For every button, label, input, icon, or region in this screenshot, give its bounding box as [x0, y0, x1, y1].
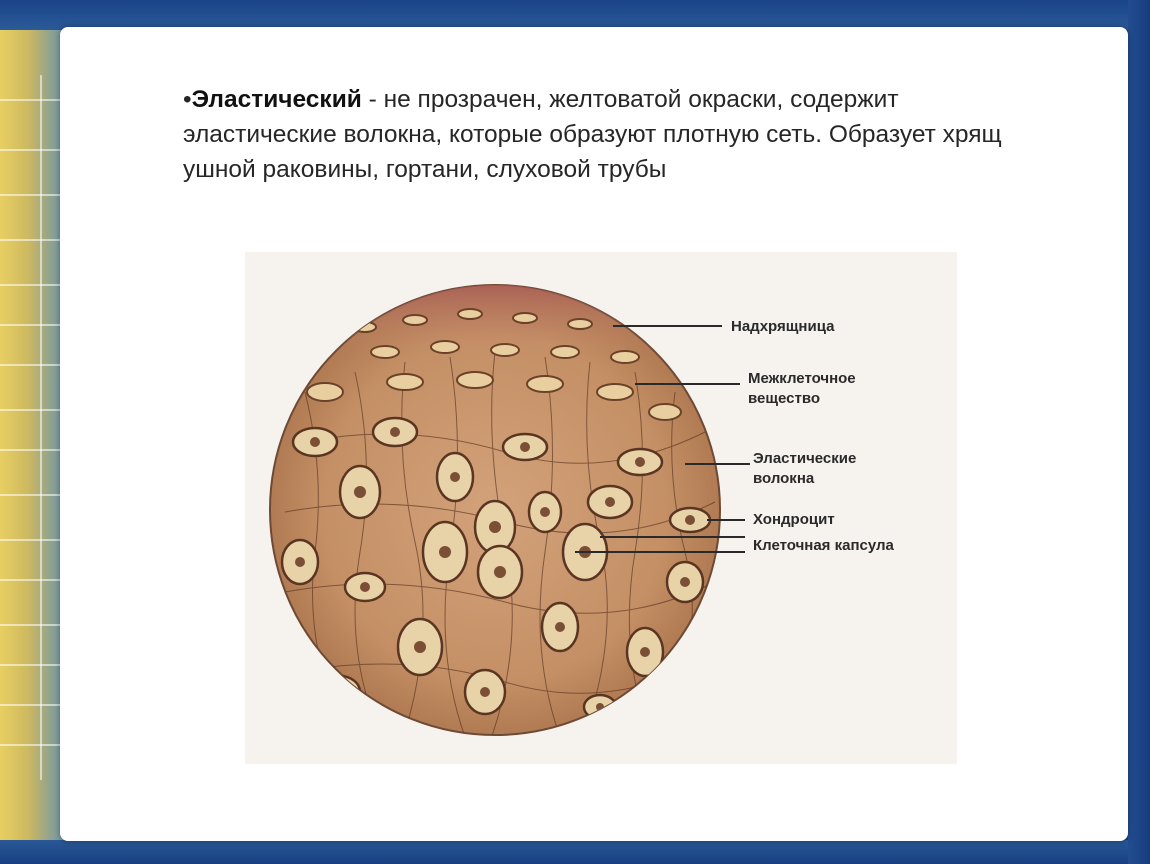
cartilage-micrograph	[245, 252, 957, 764]
label-intercellular-line1: Межклеточное	[748, 370, 856, 387]
bullet: •	[183, 86, 192, 113]
label-chondrocyte: Хондроцит	[753, 511, 835, 528]
histology-figure	[245, 252, 957, 764]
slide-text	[183, 82, 1023, 187]
label-capsule: Клеточная капсула	[753, 537, 894, 554]
background-top-band	[0, 0, 1150, 30]
label-perichondrium: Надхрящница	[731, 318, 835, 335]
perichondrium-layer	[265, 282, 725, 352]
term-description: - не прозрачен, желтоватой окраски, содержит эластические волокна, которые образуют плотную сеть. Образует хрящ ушной раковины, гортани, слуховой трубы	[183, 86, 1002, 183]
label-fibers-line1: Эластические	[753, 450, 857, 467]
background-right-band	[1128, 0, 1150, 864]
term-title: Эластический	[191, 86, 362, 113]
background-bottom-band	[0, 840, 1150, 864]
label-fibers-line2: волокна	[753, 470, 815, 487]
label-intercellular-line2: вещество	[748, 390, 821, 407]
